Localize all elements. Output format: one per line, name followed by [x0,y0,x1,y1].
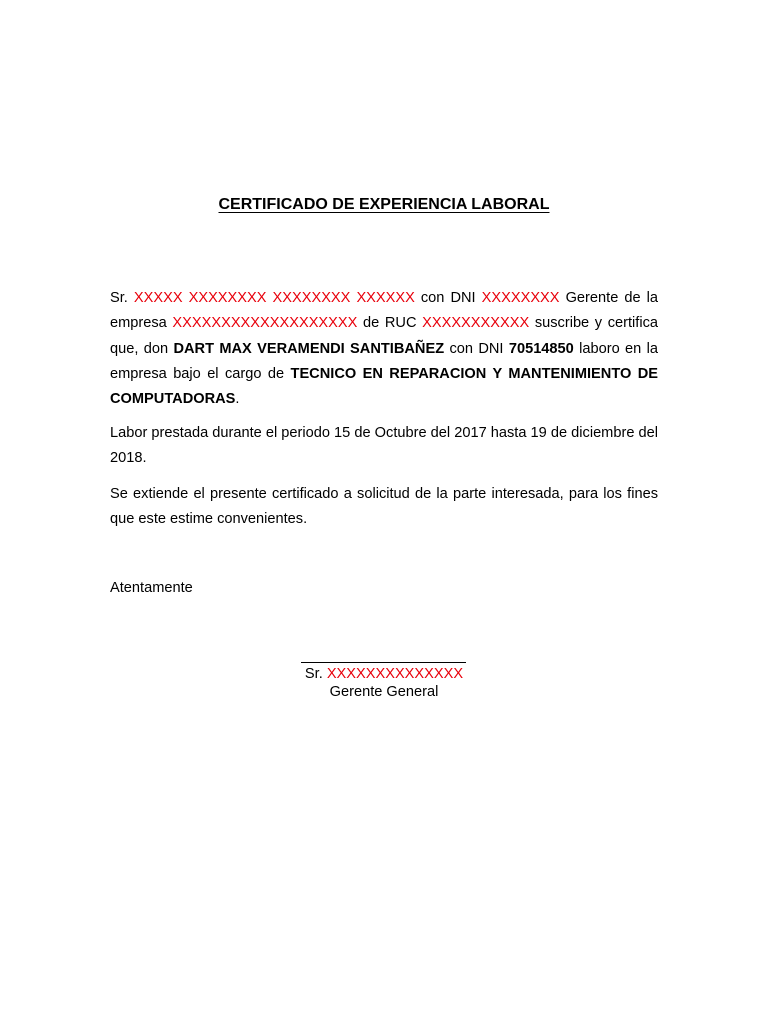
signature-prefix: Sr. [304,666,327,682]
signature-line [301,662,466,663]
text-segment: . [235,391,240,408]
text-segment: Sr. [110,290,134,306]
text-segment: laboro en la empresa bajo el cargo de [110,340,658,382]
employee-position: TECNICO EN REPARACION Y MANTENIMIENTO DE COMPUTADORAS [110,365,658,408]
signature-name [0,666,768,682]
text-segment: con DNI [444,340,509,357]
text-segment: suscribe y certifica que, don [110,315,659,357]
employee-name: DART MAX VERAMENDI SANTIBAÑEZ [173,340,445,357]
placeholder-company-ruc: XXXXXXXXXXX [422,315,530,332]
paragraph-purpose: Se extiende el presente certificado a solicitud de la parte interesada, para los fines que este estime convenientes. [110,486,658,528]
document-title: CERTIFICADO DE EXPERIENCIA LABORAL [218,196,550,213]
text-segment: Gerente de la empresa [110,290,658,332]
text-segment: con DNI [414,290,482,306]
placeholder-manager-dni: XXXXXXXX [481,290,560,306]
signature-role: Gerente General [329,684,439,700]
paragraph-period: Labor prestada durante el periodo 15 de Octubre del 2017 hasta 19 de diciembre del 2018. [110,425,658,467]
closing-salutation: Atentamente [110,580,193,596]
placeholder-signer-name: XXXXXXXXXXXXXX [326,666,464,682]
paragraph-declaration [110,286,658,412]
text-segment: de RUC [357,315,423,332]
placeholder-company-name: XXXXXXXXXXXXXXXXXXX [172,315,358,332]
placeholder-manager-name: XXXXX XXXXXXXX XXXXXXXX XXXXXX [133,290,415,306]
employee-dni: 70514850 [508,340,574,357]
